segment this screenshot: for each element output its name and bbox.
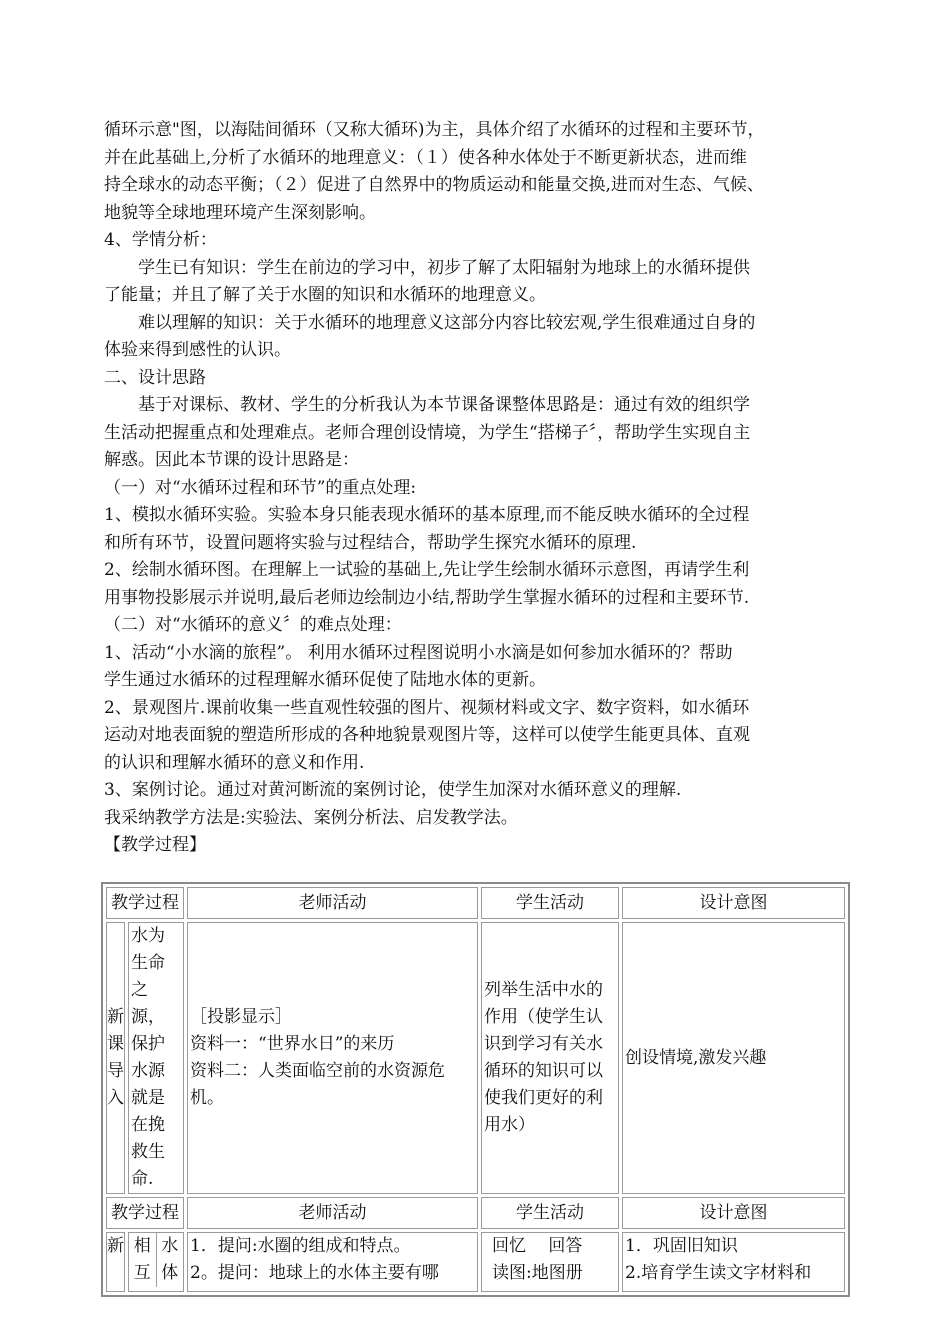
body-text [104,117,874,860]
intent-line: 1．巩固旧知识 [625,1236,738,1256]
teacher-activity-cell [187,922,478,1194]
text-line: 2、绘制水循环图。在理解上一试验的基础上,先让学生绘制水循环示意图，再请学生利 [104,560,750,580]
text-line: 生活动把握重点和处理难点。老师合理创设情境，为学生“搭梯子〞，帮助学生实现自主 [104,422,751,443]
text-line: 难以理解的知识：关于水循环的地理意义这部分内容比较宏观,学生很难通过自身的 [138,312,756,333]
header-process: 教学过程 [106,1197,184,1229]
sub-stage-cell [128,1232,184,1292]
text-line: 地貌等全球地理环境产生深刻影响。 [104,202,376,223]
text-line: 1、活动“小水滴的旅程”。 利用水循环过程图说明小水滴是如何参加水循环的？帮助 [104,642,733,663]
text-line: 2、景观图片.课前收集一些直观性较强的图片、视频材料或文字、数字资料，如水循环 [104,697,750,718]
teacher-line: 1．提问:水圈的组成和特点。 [190,1236,411,1256]
teaching-process-table [101,882,850,1297]
text-line: （二）对“水循环的意义〞的难点处理： [104,615,402,635]
text-line: 循环示意"图，以海陆间循环（又称大循环)为主，具体介绍了水循环的过程和主要环节， [104,120,765,140]
text-line: （一）对“水循环过程和环节”的重点处理: [104,477,417,498]
text-line: 4、学情分析： [104,230,217,250]
text-line: 并在此基础上,分析了水循环的地理意义：（１）使各种水体处于不断更新状态，进而维 [104,147,747,168]
stage-cell: 新 [106,1232,125,1292]
teacher-line: 资料一：“世界水日”的来历 [190,1034,395,1054]
intent-cell [622,1232,845,1292]
text-line: 和所有环节，设置问题将实验与过程结合，帮助学生探究水循环的原理. [104,532,637,553]
student-activity-cell: 列举生活中水的作用（使学生认识到学习有关水循环的知识可以使我们更好的利用水） [481,922,619,1194]
student-activity-cell [481,1232,619,1292]
text-line: 持全球水的动态平衡；（２）促进了自然界中的物质运动和能量交换,进而对生态、气候、 [104,175,764,195]
header-process: 教学过程 [106,887,184,919]
text-line: 我采纳教学方法是:实验法、案例分析法、启发教学法。 [104,807,518,828]
student-line: 读图:地图册 [492,1263,583,1283]
text-line: 体验来得到感性的认识。 [104,340,291,360]
text-line: 解惑。因此本节课的设计思路是： [104,450,359,470]
text-line: 运动对地表面貌的塑造所形成的各种地貌景观图片等，这样可以使学生能更具体、直观 [104,725,750,745]
intent-cell: 创设情境,激发兴趣 [622,922,845,1194]
student-line: 回忆 回答 [492,1236,583,1256]
teacher-line: ［投影显示］ [190,1007,292,1027]
header-student: 学生活动 [481,1197,619,1229]
table-header-row [106,887,845,919]
text-line: 3、案例讨论。通过对黄河断流的案例讨论，使学生加深对水循环意义的理解. [104,780,682,800]
text-line: 了能量；并且了解了关于水圈的知识和水循环的地理意义。 [104,285,546,305]
text-line: 基于对课标、教材、学生的分析我认为本节课备课整体思路是：通过有效的组织学 [138,395,750,415]
text-line: 用事物投影展示并说明,最后老师边绘制边小结,帮助学生掌握水循环的过程和主要环节. [104,587,750,608]
sub-stage-1: 相互 [133,1236,151,1283]
teacher-activity-cell [187,1232,478,1292]
table-row [106,922,845,1194]
teacher-line: 资料二：人类面临空前的水资源危机。 [190,1061,445,1108]
text-line: 学生通过水循环的过程理解水循环促使了陆地水体的更新。 [104,670,546,690]
stage-cell: 新课导入 [106,922,125,1194]
table-header-row [106,1197,845,1229]
header-teacher: 老师活动 [187,887,478,919]
table-row [106,1232,845,1292]
intent-line: 2.培育学生读文字材料和 [625,1263,812,1283]
header-intent: 设计意图 [622,1197,845,1229]
text-line: 【教学过程】 [104,835,206,855]
text-line: 二、设计思路 [104,367,206,388]
header-student: 学生活动 [481,887,619,919]
header-intent: 设计意图 [622,887,845,919]
teacher-line: 2。提问：地球上的水体主要有哪 [190,1263,439,1283]
sub-stage-2: 水体 [156,1233,184,1287]
header-teacher: 老师活动 [187,1197,478,1229]
text-line: 1、模拟水循环实验。实验本身只能表现水循环的基本原理,而不能反映水循环的全过程 [104,505,750,525]
text-line: 的认识和理解水循环的意义和作用. [104,752,365,773]
text-line: 学生已有知识：学生在前边的学习中，初步了解了太阳辐射为地球上的水循环提供 [138,257,750,278]
topic-cell: 水为生命之源，保护水源就是在挽救生命. [128,922,184,1194]
